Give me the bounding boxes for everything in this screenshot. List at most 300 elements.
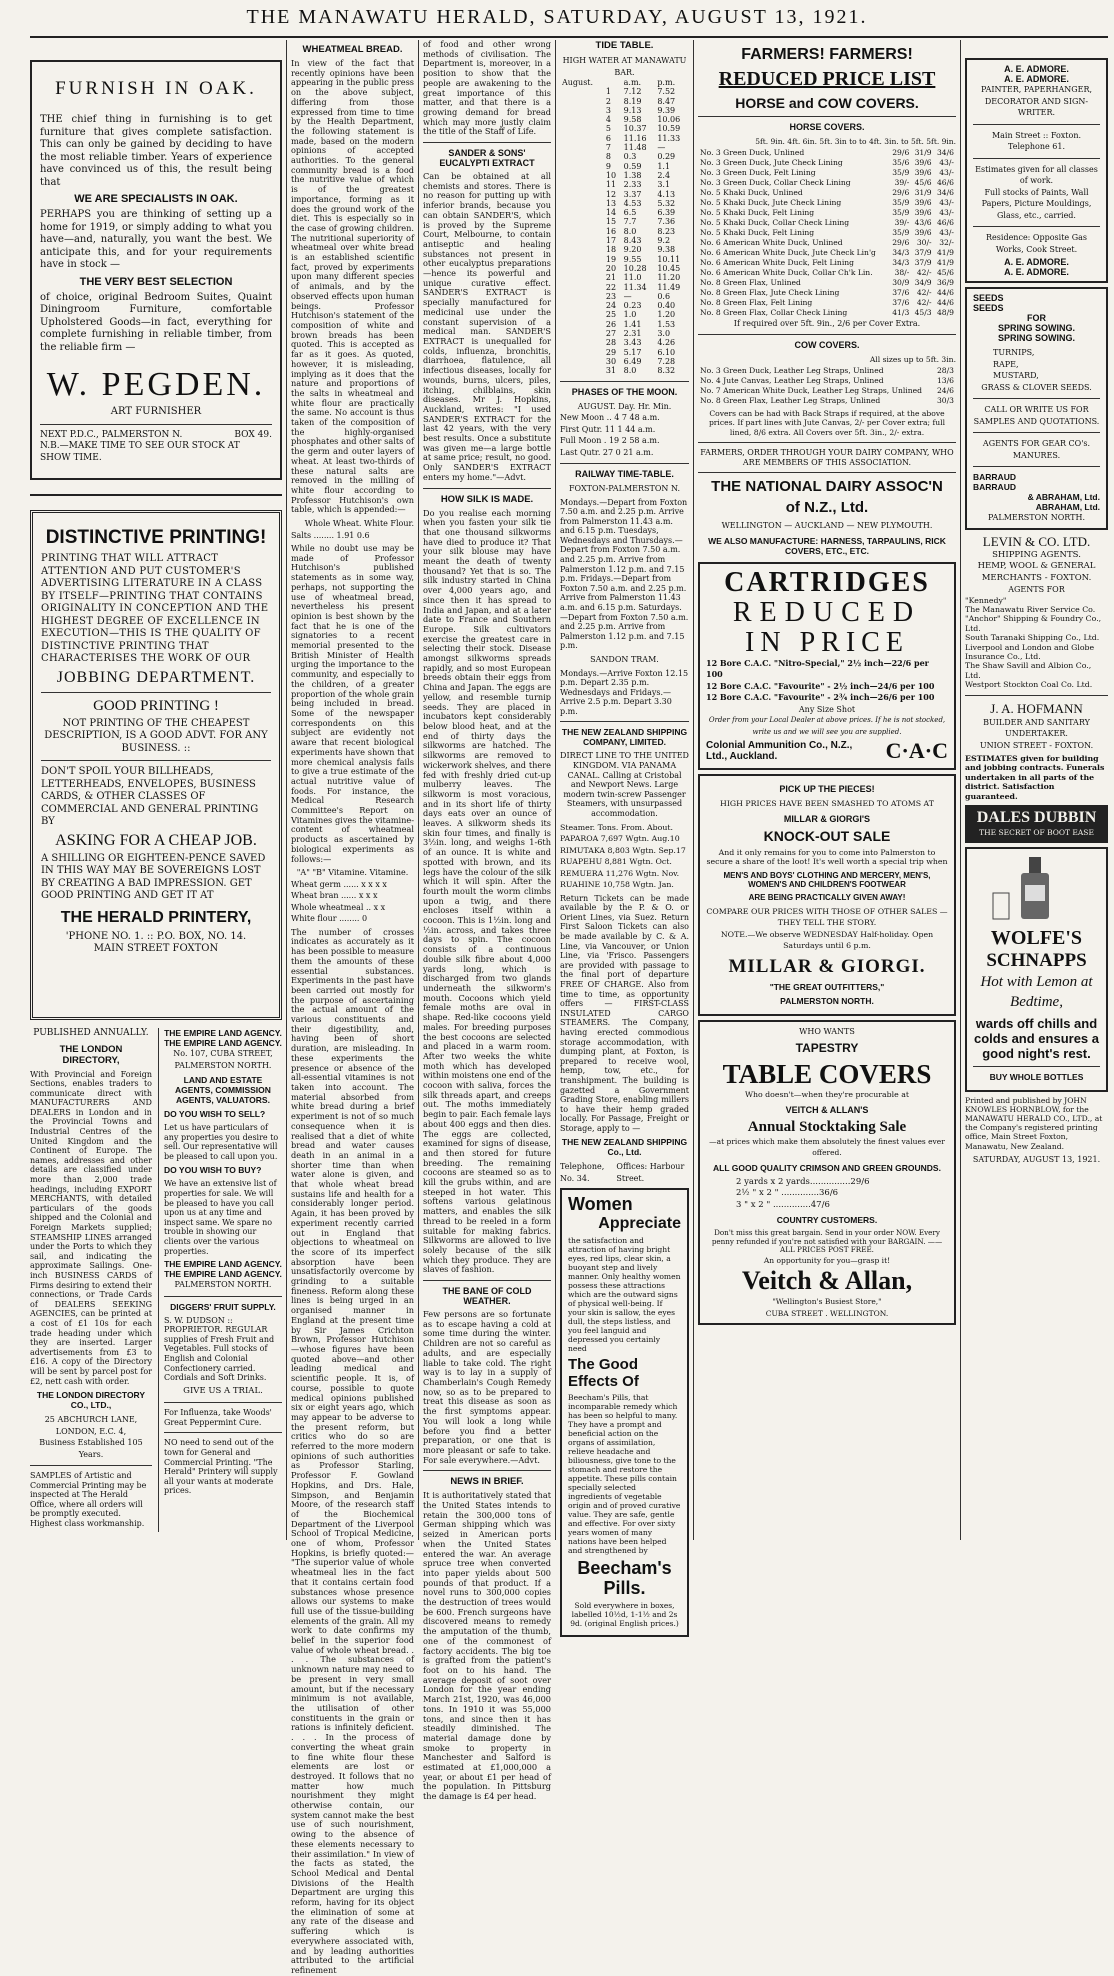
tide-spacer [560,357,604,366]
cover-price: 35/9 [892,167,910,177]
tide-cell: 19 [605,254,617,264]
ad-headline: REDUCED PRICE LIST [718,68,936,90]
cover-price: 28/3 [936,365,954,375]
column-1 [30,40,282,1540]
tide-cell: 2.4 [657,170,671,180]
ad-subhead: THE VERY BEST SELECTION [79,275,233,288]
tide-cell: 26 [605,319,617,329]
price-row: 12 Bore C.A.C. "Favourite" - 2¾ inch—26/6 per 100 [706,692,935,703]
table-row [560,301,689,310]
levin-name: LEVIN & CO. LTD. [982,533,1091,549]
ad-body: Estimates given for all classes of work. [975,164,1098,185]
tide-cell: 8.0 [623,366,637,376]
cover-price: 31/9 [914,187,932,197]
table-row: RUAPEHU 8,881 Wgtn. Oct. [560,857,672,867]
tide-cell: 0.59 [623,161,642,171]
table-row [560,264,689,273]
cover-name: No. 5 Khaki Duck, Felt Lining [700,207,815,217]
table-row [560,97,689,106]
tide-spacer [560,87,604,96]
ad-address: 25 ABCHURCH LANE, LONDON, E.C. 4, [44,1415,138,1436]
box-text: BOX 49. [234,429,272,440]
list-item: RAPE, [993,359,1019,369]
ad-headline: A. E. ADMORE. [1004,64,1069,74]
ad-note: NOTE.—We observe WEDNESDAY Half-holiday. Open Saturdays until 6 p.m. [720,929,934,950]
tide-cell: 11.16 [623,133,647,143]
column-header: p.m. [657,78,676,87]
table-row [560,348,689,357]
ad-phone: Telephone 61. [1008,142,1065,151]
tide-cell: 11.33 [657,133,681,143]
table-row [698,188,956,198]
cover-price: 37/6 [892,287,910,297]
cover-name: No. 4 Jute Canvas, Leather Leg Straps, Unlined [700,375,884,385]
list-item: The Shaw Savill and Albion Co., Ltd. [965,661,1092,680]
tide-cell: 20 [605,263,617,273]
ad-address: PALMERSTON NORTH. [780,995,874,1006]
table-row [698,228,956,238]
article-body: Can be obtained at all chemists and stores. There is no reason for putting up with inferior brands, because you can obtain SANDER'S, which is proved by the Supreme Court, Melbourne, to contain antiseptic and healing substances not present in other eucalyptus preparations—hence its powerful and unique curative effect. SANDER'S EXTRACT is specially manufactured for medicinal use under the constant supervision of a medical man. SANDER'S EXTRACT is unequalled for colds, influenza, bronchitis, diarrhoea, flatulence, all infectious diseases, locally for wounds, burns, ulcers, piles, itching, chilblains, skin diseases. Mr J. Hopkins, Auckland, writes: "I used SANDER'S EXTRACT for the last 42 years, with the very best results. Once a substitute was given me—a large bottle at same price; result, no good. Only SANDER'S EXTRACT enters my home."—Advt. [423,171,551,482]
table-row [698,366,956,376]
cover-name: No. 7 American White Duck, Leather Leg Straps, Unlined [700,385,922,395]
table-row [698,268,956,278]
ad-body: Who doesn't—when they're procurable at [744,1090,910,1099]
printery-name: THE HERALD PRINTERY, [60,908,252,926]
tide-cell: 7.28 [657,356,676,366]
tide-cell: 11.49 [657,282,681,292]
masthead [0,0,1114,34]
levin-subtitle: SHIPPING AGENTS. [992,549,1081,560]
beechams-brand: Beecham's Pills. [577,1558,672,1599]
tide-cell: 9.39 [657,105,676,115]
ad-body: With Provincial and Foreign Sections, enables traders to communicate direct with MANUFACTURERS AND DEALERS in London and in the Provincial Towns and Industrial Centres of the United Kingdom and the Continent of Europe. The names, addresses and other details are classified under more than 2,000 trade headings, including EXPORT MERCHANTS, with detailed particulars of the goods shipped and the Colonial and Foreign Markets supplied; STEAMSHIP LINES arranged under the Ports to which they sail, and indicating the approximate Sailings. One-inch BUSINESS CARDS of Firms desiring to extend their connections, or Trade Cards of DEALERS SEEKING AGENCIES, can be printed at a cost of £1 10s for each trade heading under which they are inserted. Larger advertisements from £3 to £16. A copy of the Directory will be sent by parcel post for £2, nett cash with order. [30,1069,152,1386]
ad-headline: Women [568,1194,633,1215]
tide-cell: 3 [605,105,611,115]
cac-footer [706,738,948,764]
tide-cell: 9.58 [623,115,642,125]
ad-address: PALMERSTON NORTH. [987,513,1085,522]
empire-land-agency-ad [158,1028,282,1532]
ad-headline: SEEDS [973,303,1004,313]
cover-name: No. 6 American White Duck, Jute Check Lin'g [700,247,876,257]
tide-spacer [560,273,604,282]
ad-headline: FARMERS! FARMERS! [741,46,913,63]
table-row [698,258,956,268]
list-item: TURNIPS, [993,348,1035,357]
ad-headline: DIGGERS' FRUIT SUPPLY. [170,1301,276,1312]
tide-cell: 0.3 [623,152,637,162]
table-row [698,396,956,406]
table-header: "A" "B" Vitamine. Vitamine. [296,868,409,878]
tide-cell: 0.40 [657,301,676,311]
admore-ad [965,58,1108,283]
ad-headline: THE EMPIRE LAND AGENCY. [164,1259,282,1270]
tide-spacer [560,115,604,124]
column-3 [423,39,551,1802]
ad-headline: A. E. ADMORE. [1004,74,1069,84]
table-note: If required over 5ft. 9in., 2/6 per Cover Extra. [733,318,921,328]
tide-spacer [560,292,604,301]
column-5 [698,40,956,1540]
column-6 [965,40,1108,1540]
tide-cell: 8.47 [657,96,676,106]
table-row [560,320,689,329]
cover-price: 38/- [894,267,910,277]
cover-name: No. 6 American White Duck, Unlined [700,237,843,247]
lower-ads-row [30,1028,282,1532]
article-body: In view of the fact that recently opinions have been appearing in the public press on the above subject, differing from those expressed from time to time by the Health Department, the following statement is made, based on the modern opinions of accepted authorities. To the general community bread is a food the nutritive value of which is of the greatest importance, forming as it does the ground work of the diet. This is especially so in the case of growing children. The nutritional superiority of wheatmeal over white bread is an established scientific fact, proved by experiments upon many different species of animals, and by the observed effects upon human beings. Professor Hutchison's statement of the composition of white and brown breads has been quoted. This is accepted as far as it goes. As quoted, however, it is misleading, implying as it does that the nature and proportions of the salts in wheatmeal and white flour are practically the same. No account is thus taken of the composition of the highly-organised phosphates and other salts of the germ and outer layers of wheat. At least two-thirds of these natural salts are removed in the milling of white flour according to Professor Hutchison's own table, which is appended:— [291,58,414,515]
cow-covers-title: COW COVERS. [794,340,860,350]
ad-body: the satisfaction and attraction of having bright eyes, red lips, clear skin, a buoyant step and lively manner. Only healthy women possess these attractions which are the outward signs of physical well-being. If your skin is sallow, the eyes dull, the steps listless, and you feel languid and depressed you certainly need [568,1236,681,1354]
railway-subtitle: FOXTON-PALMERSTON N. [568,484,680,493]
tide-cell: 11.0 [623,273,642,283]
ad-headline: SCHNAPPS [986,949,1087,971]
table-header: AUGUST. Day. Hr. Min. [577,401,672,411]
ad-body: —at prices which make them absolutely the finest values ever offered. [709,1136,945,1157]
tide-cell: 5 [605,124,611,134]
ad-note: BUY WHOLE BOTTLES [989,1071,1084,1082]
tide-cell: 0.6 [657,291,671,301]
tide-cell: 6.10 [657,347,676,357]
cover-price: 39/6 [914,207,932,217]
tide-spacer [560,171,604,180]
column-header: a.m. [623,78,642,87]
tide-cell: 10.37 [623,124,647,134]
list-item: "Kennedy" [965,595,1007,605]
cover-price: 32/- [939,237,954,247]
table-row: Wheat bran ...... x x x [291,891,378,901]
ad-headline: The Good Effects Of [568,1356,639,1391]
table-row [560,208,689,217]
cover-price: 34/9 [914,277,932,287]
ad-note: Sold everywhere in boxes, labelled 10½d, 1-1½ and 2s 9d. (original English prices.) [570,1601,679,1629]
tide-spacer [560,320,604,329]
ad-note: An opportunity for you—grasp it! [763,1255,891,1265]
tide-cell: 9.2 [657,236,671,246]
ad-address: PALMERSTON NORTH. [174,1280,272,1290]
table-row [560,171,689,180]
ad-body: NOT PRINTING OF THE CHEAPEST DESCRIPTION, IS A GOOD ADVT. FOR ANY BUSINESS. :: [44,717,268,754]
tide-spacer [560,301,604,310]
ad-tagline: "Wellington's Busiest Store," [772,1297,882,1307]
ad-headline: DALES DUBBIN [976,809,1097,827]
cover-price: 48/9 [936,307,954,317]
tide-cell: 31 [605,366,617,376]
tide-cell: 8 [605,152,611,162]
tide-cell: 10.45 [657,263,681,273]
column-4 [560,40,689,1629]
table-row [560,227,689,236]
tide-cell: 8.19 [623,96,642,106]
cover-price: 45/6 [914,177,932,187]
table-row: First Qutr. 11 1 44 a.m. [560,424,656,434]
ad-subhead: SPRING SOWING. [997,323,1075,333]
table-row [698,308,956,318]
ad-company: BARRAUD [973,472,1016,482]
table-row [698,158,956,168]
tide-spacer [560,310,604,319]
tide-spacer [560,329,604,338]
tide-cell: 24 [605,301,617,311]
table-row: PAPAROA 7,697 Wgtn. Aug.10 [560,834,680,844]
cover-name: No. 8 Green Flax, Felt Lining [700,297,813,307]
tide-cell: 0.29 [657,152,676,162]
tide-cell: 9.55 [623,254,642,264]
tide-spacer [560,152,604,161]
distinctive-printing-ad [30,510,282,1020]
ad-subhead: ASKING FOR A CHEAP JOB. [55,831,257,849]
pegden-trade: ART FURNISHER [110,406,202,417]
tide-spacer [560,190,604,199]
column-rule [418,40,419,1540]
levin-subtitle: HEMP, WOOL & GENERAL MERCHANTS - FOXTON. [977,561,1096,583]
tide-cell: 2.31 [623,329,642,339]
tram-title: SANDON TRAM. [590,655,659,664]
tide-cell: 23 [605,291,617,301]
imprint: Printed and published by JOHN KNOWLES HORNBLOW, for the MANAWATU HERALD CO., LTD., at the Company's registered printing office, Main Street Foxton, Manawatu, New Zealand. [965,1095,1103,1151]
article-body: The number of crosses indicates as accurately as it has been possible to measure them the amounts of these essential substances. Experiments in the past have been carried out mostly for the purpose of ascertaining the actual amount of the various constituents and their digestibility, and, having been of short duration, are misleading. In these experiments the presence or absence of the all-essential vitamines is not taken into account. The material absorbed from white bread during a brief experiment is not of so much consequence when it is realised that a diet of white bread and water causes death in an animal in a shorter time than when water alone is given, and that whole wheat bread sustains life and health for a considerably longer period. Again, it has been proved by experiment recently carried out in England that objections to wheatmeal on the score of its imperfect absorption have been unsatisfactorily overcome by grinding to a suitable fineness. Reform along these lines is being urged in an organised manner in England at the present time by Sir James Crichton Brown, Professor Hutchison—whose figures have been quoted above—and other leading medical and scientific people. It is, of course, possible to quote medical opinions published six or eight years ago, which may appear to be adverse to the present reform, but critics who do so are referred to the more modern opinions of such authorities as Professor Starling, Professor F. Gowland Hopkins, and Drs. Hale, Simpson, and Benjamin Moore, of the research staff of the Biochemical Department of the Liverpool School of Tropical Medicine, one of whom, Professor Hopkins, is briefly quoted:— "The superior value of whole wheatmeal lies in the fact that it contains certain food substances whose presence allows our systems to make full use of the tissue-building elements of the grain. All my work to date confirms my belief in the superior food value of whole wheat bread. . . . The substances of unknown nature may need to be present in very small amount, but if the necessary minimum is not available, the utilisation of other constituents in the grain or rations is infinitely deficient. . . . In the process of converting the wheat grain to fine white flour these elements are lost or destroyed. It follows that no matter how much nourishment they might otherwise contain, our system cannot make the best use of such nourishment, owing to the absence of these elements necessary to their assimilation." In view of the facts as stated, the School Medical and Dental Divisions of the Health Department are urging this reform, having for its object the elimination of some at any rate of the disease and suffering which is everywhere associated with, and by leading authorities attributed to the artificial refinement [291,926,414,1975]
tide-spacer [560,255,604,264]
cover-price: 35/9 [892,227,910,237]
tide-cell: 11 [605,180,617,190]
ad-address: Main Street :: Foxton. [991,130,1082,140]
hofmann-subtitle: BUILDER AND SANITARY UNDERTAKER. [983,717,1090,739]
ad-headline: KNOCK-OUT SALE [763,827,891,844]
ad-body: PERHAPS you are thinking of setting up a home for 1919, or simply adding to what you have—and, naturally, you want the best. We anticipate this, and for your requirements have in stock — [40,209,272,270]
article-body: of food and other wrong methods of civilisation. The Department is, moreover, in a position to show that the people are awakening to the great importance of this matter, and that there is a growing demand for bread which may more justly claim the title of the Staff of Life. [423,39,551,137]
cover-price: 37/9 [914,247,932,257]
beechams-ad [560,1188,689,1637]
tide-cell: 7.12 [623,87,642,97]
article-headline: SANDER & SONS' EUCALYPTI EXTRACT [439,148,535,169]
cover-price: 43/- [939,207,954,217]
tide-cell: 8.23 [657,226,676,236]
tide-cell: 6.5 [623,208,637,218]
price-row: 3 " x 2 " ..............47/6 [736,1199,830,1210]
cover-price: 42/- [916,287,932,297]
tide-cell: 8.32 [657,366,676,376]
pegden-address [40,430,272,442]
table-header: 5ft. 9in. 4ft. 6in. 5ft. 3in to to 4ft. 3in. to 5ft. 5ft. 9in. [755,137,956,146]
tide-cell: 3.37 [623,189,642,199]
column-2 [291,40,414,1975]
address-text: NEXT P.D.C., PALMERSTON N. [40,429,183,440]
cover-name: No. 8 Green Flax, Leather Leg Straps, Unlined [700,395,881,405]
cover-price: 46/6 [936,177,954,187]
masthead-rule [30,36,1108,38]
ad-headline: PICK UP THE PIECES! [779,784,875,795]
cover-name: No. 3 Green Duck, Jute Check Lining [700,157,843,167]
ad-headline: FURNISH IN OAK. [55,78,257,99]
ad-headline: Appreciate [598,1215,681,1233]
tide-spacer [560,245,604,254]
tide-cell: 6.49 [623,356,642,366]
ad-headline: THE EMPIRE LAND AGENCY. [164,1269,282,1280]
tide-cell: 7 [605,143,611,153]
tide-cell: — [657,143,666,153]
table-row [560,329,689,338]
table-row [698,376,956,386]
cover-name: No. 5 Khaki Duck, Jute Check Lining [700,197,842,207]
tide-cell: 5.17 [623,347,642,357]
table-row: Salts ........ 1.91 0.6 [291,530,370,540]
table-row: RUAHINE 10,758 Wgtn. Jan. [560,880,674,890]
table-row: Full Moon . 19 2 58 a.m. [560,436,660,445]
tide-cell: 2 [605,96,611,106]
list-item: MUSTARD, [993,371,1039,380]
ad-body: PRINTING THAT WILL ATTRACT ATTENTION AND PUT CUSTOMER'S ADVERTISING LITERATURE IN A CLASS BY ITSELF—PRINTING THAT CONTAINS ORIGINALITY IN CONCEPTION AND THE HIGHEST DEGREE OF EXCELLENCE IN EXECUTION—THIS IS THE QUALITY OF DISTINCTIVE PRINTING THAT CHARACTERISES THE WORK OF OUR [41,553,269,664]
cover-price: 39/6 [914,157,932,167]
cover-price: 44/6 [936,297,954,307]
tide-cell: 6.39 [657,208,676,218]
table-row [698,168,956,178]
table-row [560,115,689,124]
cover-price: 37/9 [914,257,932,267]
ad-kicker: PUBLISHED ANNUALLY. [33,1028,149,1038]
cover-price: 39/- [894,177,910,187]
cover-price: 39/- [894,217,910,227]
cover-price: 43/- [939,167,954,177]
tide-cell: 10.06 [657,115,681,125]
cac-logo: C·A·C [885,738,948,764]
cow-covers-table [698,366,956,406]
table-row [560,357,689,366]
ad-subhead: GIVE US A TRIAL. [183,1385,263,1396]
table-row [560,338,689,347]
tide-cell: 8.43 [623,236,642,246]
tide-cell: 1.20 [657,310,676,320]
ad-note: Order from your Local Dealer at above prices. If he is not stocked, write us and we will see you are supplied. [708,716,946,736]
veitch-allan-name: Veitch & Allan, [741,1266,913,1296]
cover-price: 45/6 [936,267,954,277]
tide-month: August. [562,78,594,87]
cover-price: 43/- [939,227,954,237]
schnapps-bottle-icon [973,853,1102,923]
ad-body: THE chief thing in furnishing is to get furniture that gives complete satisfaction. This can only be gained by deciding to have the most reliable timber. Years of experience have convinced us of this, the result being that [40,114,272,188]
tide-cell: 30 [605,356,617,366]
cover-name: No. 3 Green Duck, Unlined [700,147,805,157]
tide-spacer [560,106,604,115]
table-note: Covers can be had with Back Straps if required, at the above prices. If part lines with Jute Canvas, 2/- per Cover extra; full lined, 8/6 extra. All Covers over 5ft. 3in., 2/- extra. [708,408,946,437]
ad-headline: DISTINCTIVE PRINTING! [45,527,267,548]
table-row [560,124,689,133]
hofmann-address: UNION STREET - FOXTON. [979,740,1094,750]
horse-covers-table [698,148,956,318]
tide-cell: 29 [605,347,617,357]
wolfes-schnapps-ad [965,847,1108,1092]
cover-name: No. 8 Green Flax, Collar Check Lining [700,307,848,317]
table-row [698,178,956,188]
ad-body: AGENTS FOR GEAR CO's. MANURES. [982,439,1091,460]
list-item: The Manawatu River Service Co. [965,604,1096,614]
phone-text: Telephone, No. 34. [560,1162,605,1183]
cover-price: 29/6 [892,147,910,157]
cover-price: 41/3 [892,307,910,317]
tide-cell: 25 [605,310,617,320]
railway-title: RAILWAY TIME-TABLE. [575,469,674,479]
tide-cell: 8.0 [623,226,637,236]
cover-price: 37/6 [892,297,910,307]
influenza-notice: For Influenza, take Woods' Great Peppermint Cure. [163,1408,272,1427]
cover-name: No. 5 Khaki Duck, Felt Lining [700,227,815,237]
ad-body: We have an extensive list of properties for sale. We will be pleased to have you call upon us at any time and inspect same. We spare no trouble in showing our clients over the various properties. [163,1179,277,1256]
cover-price: 30/9 [892,277,910,287]
ad-kicker: WHO WANTS [799,1026,855,1036]
veitch-allan-ad [698,1020,956,1326]
tide-cell: 7.36 [657,217,676,227]
ad-note: Business Established 105 Years. [39,1438,143,1459]
ad-body: Full stocks of Paints, Wall Papers, Picture Mouldings, Glass, etc., carried. [981,187,1092,220]
tide-table-subtitle: HIGH WATER AT MANAWATU BAR. [562,56,687,77]
cover-price: 24/6 [936,385,954,395]
tide-cell: 21 [605,273,617,283]
ad-headline: THE LONDON DIRECTORY, [59,1043,123,1066]
ad-body: HIGH PRICES HAVE BEEN SMASHED TO ATOMS AT [720,799,934,809]
cover-price: 39/6 [914,167,932,177]
tide-spacer [560,134,604,143]
dairy-assoc-name: of N.Z., Ltd. [785,499,869,517]
tide-table-title: TIDE TABLE. [595,40,654,51]
table-row [560,310,689,319]
tide-cell: 14 [605,208,617,218]
tide-cell: 7.52 [657,87,676,97]
cover-price: 29/6 [892,187,910,197]
tide-cell: 5.32 [657,198,676,208]
ad-headline: TABLE COVERS [722,1059,932,1089]
tide-cell: 1.53 [657,319,676,329]
ad-subhead: Hot with Lemon at Bedtime, [980,973,1093,1010]
masthead-title: THE MANAWATU HERALD, SATURDAY, AUGUST 13, 1921. [246,6,868,28]
table-row [560,180,689,189]
tram-body: Mondays.—Arrive Foxton 12.15 p.m. Depart 2.35 p.m. Wednesdays and Fridays.—Arrive 2.5 p.m. Depart 3.30 p.m. [560,668,689,716]
cover-price: 35/6 [892,157,910,167]
table-row [560,236,689,245]
cover-price: 36/9 [936,277,954,287]
ad-subhead: SPRING SOWING. [997,333,1075,343]
tide-cell: 16 [605,226,617,236]
ad-subhead: HORSE and COW COVERS. [735,95,919,111]
tide-cell: 9.38 [657,245,676,255]
cover-price: 35/9 [892,207,910,217]
ad-body: CALL OR WRITE US FOR SAMPLES AND QUOTATIONS. [973,405,1100,426]
table-row [560,190,689,199]
railway-body: Mondays.—Depart from Foxton 7.50 a.m. and 2.25 p.m. Arrive from Palmerston 11.43 a.m. and 6.15 p.m. Tuesdays, Wednesdays and Thursdays.—Depart from Foxton 7.50 a.m. and 2.25 p.m. Arrive from Palmerston 1.12 p.m. and 7.15 p.m. Fridays.—Depart from Foxton 7.50 a.m. and 2.25 p.m. Arrive from Palmerston 11.43 a.m. and 6.15 p.m. Saturdays.—Depart from Foxton 7.50 a.m. and 2.25 p.m. Arrive from Palmerston 1.12 p.m. and 7.15 p.m. [560,497,689,651]
tide-cell: 10.11 [657,254,681,264]
table-header: Whole Wheat. White Flour. [304,519,414,529]
ad-subhead: FOR [1027,313,1046,323]
cover-name: No. 5 Khaki Duck, Unlined [700,187,803,197]
tide-cell: 13 [605,198,617,208]
tide-cell: 1.41 [623,319,642,329]
horse-covers-title: HORSE COVERS. [789,122,865,132]
column-rule [555,40,556,1540]
tide-cell: 18 [605,245,617,255]
ad-address: No. 107, CUBA STREET, PALMERSTON NORTH. [173,1049,273,1070]
tide-cell: 9 [605,161,611,171]
ad-note: Any Size Shot [798,704,856,714]
table-row [698,218,956,228]
column-rule [960,40,961,1540]
tide-cell: 0.23 [623,301,642,311]
article-headline: THE BANE OF COLD WEATHER. [442,1286,532,1307]
cover-price: 29/6 [892,237,910,247]
cover-name: No. 5 Khaki Duck, Collar Check Lining [700,217,850,227]
tide-cell: 15 [605,217,617,227]
ad-subhead: DO YOU WISH TO BUY? [163,1165,262,1176]
article-body: It is authoritatively stated that the United States intends to retain the 300,000 tons of German shipping which was seized in American ports when the United States entered the war. An average spruce tree when converted into paper yields about 500 pounds of that product. If a novel runs to 300,000 copies the destruction of trees would be 600. French surgeons have discovered means to remedy the amputation of the thumb, one of the commonest of factory accidents. The big toe is grafted from the patient's foot on to his hand. The average deposit of soot over London for the year ending March 21st, 1920, was 46,000 tons. In 1910 it was 55,000 tons, and since then it has steadily diminished. The material damage done by smoke to property in Manchester and Salford is estimated at £1,000,000 a year, or about £1 per head of the population. In Pittsburg the damage is £4 per head. [423,1490,551,1802]
cover-price: 39/6 [914,227,932,237]
ad-subhead: PAINTER, PAPERHANGER, DECORATOR AND SIGN-WRITER. [980,85,1093,117]
